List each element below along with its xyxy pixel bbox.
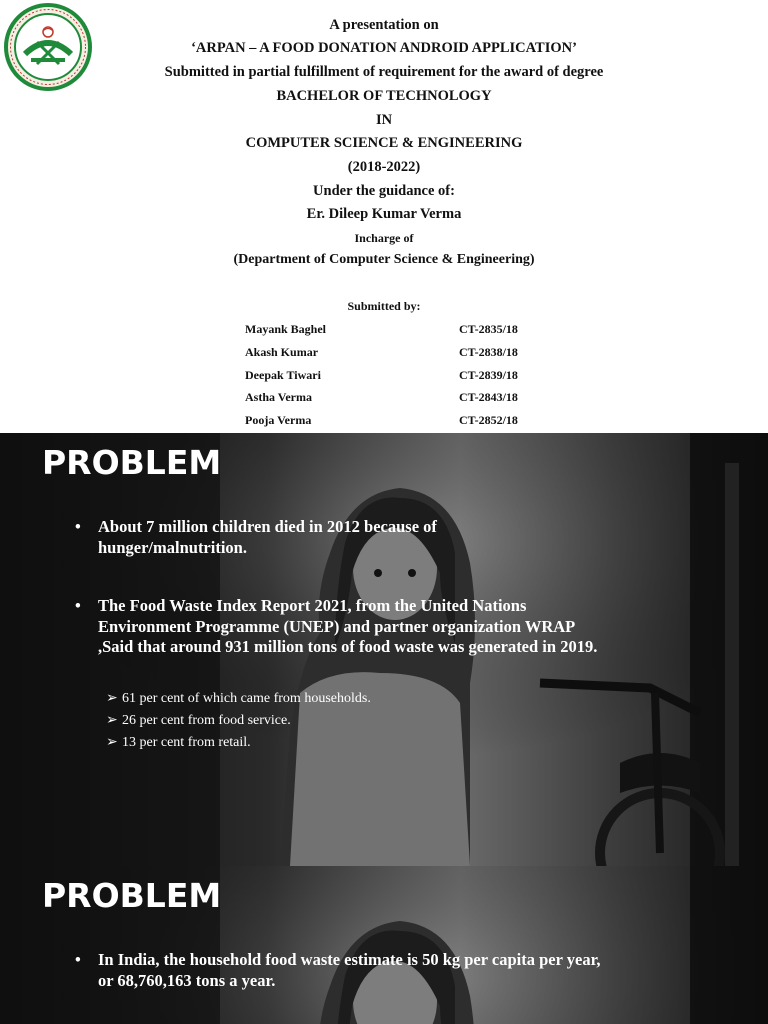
- member-roll: CT-2852/18: [459, 413, 518, 427]
- project-title: ‘ARPAN – A FOOD DONATION ANDROID APPLICATION’: [191, 40, 577, 56]
- submission-statement: Submitted in partial fulfillment of requirement for the award of degree: [164, 64, 604, 80]
- sub-bullet: [106, 734, 251, 752]
- submitted-by-label: Submitted by:: [347, 299, 421, 313]
- slide-title: PROBLEM: [42, 876, 222, 915]
- member-name: Mayank Baghel: [245, 322, 327, 336]
- sub-bullet: [106, 690, 371, 708]
- sub-bullet: [106, 712, 291, 730]
- degree-in: IN: [375, 112, 393, 128]
- slide-title: PROBLEM: [42, 443, 222, 482]
- bullet-point: [75, 596, 605, 658]
- bullet-point: [75, 950, 615, 991]
- sub-bullet-text: 61 per cent of which came from households.: [122, 691, 371, 706]
- member-name: Akash Kumar: [245, 345, 319, 359]
- sub-bullet-text: 26 per cent from food service.: [122, 713, 291, 728]
- bullet-point: [75, 517, 515, 558]
- member-roll: CT-2843/18: [459, 390, 518, 404]
- guide-role: Incharge of: [354, 231, 414, 245]
- bullet-icon: •: [75, 596, 81, 615]
- bullet-text: The Food Waste Index Report 2021, from the United Nations Environment Programme (UNEP) and partner organization WRAP ,Said that around 931 million tons of food waste was generated in 2019.: [98, 596, 598, 656]
- problem-slide: [0, 433, 768, 866]
- member-roll: CT-2835/18: [459, 322, 518, 336]
- member-name: Pooja Verma: [245, 413, 312, 427]
- member-name: Astha Verma: [245, 390, 313, 404]
- bullet-text: In India, the household food waste estimate is 50 kg per capita per year, or 68,760,163 tons a year.: [98, 950, 601, 990]
- sub-bullet-text: 13 per cent from retail.: [122, 735, 251, 750]
- member-roll: CT-2839/18: [459, 368, 518, 382]
- bullet-text: About 7 million children died in 2012 because of hunger/malnutrition.: [98, 517, 437, 557]
- member-name: Deepak Tiwari: [245, 368, 321, 382]
- problem-slide-continued: [0, 866, 768, 1024]
- guidance-label: Under the guidance of:: [313, 183, 455, 199]
- batch-years: (2018-2022): [347, 159, 421, 175]
- arrow-bullet-icon: ➢: [106, 691, 118, 706]
- guide-name: Er. Dileep Kumar Verma: [306, 206, 462, 222]
- department-name: COMPUTER SCIENCE & ENGINEERING: [245, 135, 523, 151]
- guide-department: (Department of Computer Science & Engineering): [233, 252, 535, 267]
- bullet-icon: •: [75, 950, 81, 969]
- arrow-bullet-icon: ➢: [106, 735, 118, 750]
- member-roll: CT-2838/18: [459, 345, 518, 359]
- presentation-intro: A presentation on: [329, 17, 439, 33]
- title-slide: [0, 0, 768, 433]
- degree-name: BACHELOR OF TECHNOLOGY: [276, 88, 492, 104]
- bullet-icon: •: [75, 517, 81, 536]
- arrow-bullet-icon: ➢: [106, 713, 118, 728]
